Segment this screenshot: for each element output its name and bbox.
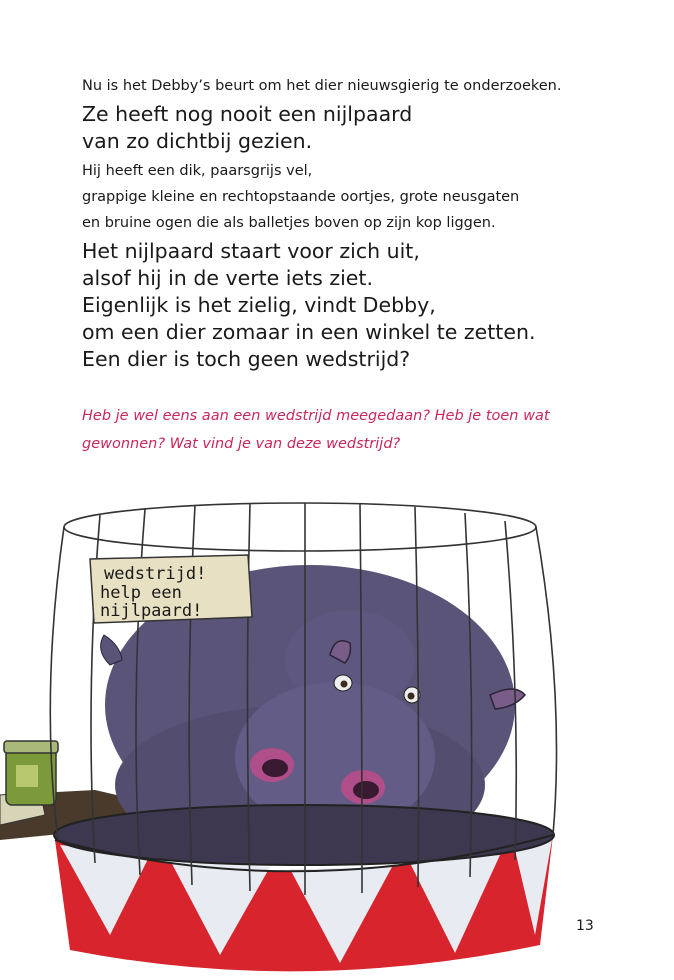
story-line-1: Nu is het Debby’s beurt om het dier nieuwsgierig te onderzoeken.	[82, 78, 562, 94]
question-line-2: gewonnen? Wat vind je van deze wedstrijd?	[82, 436, 401, 452]
story-line-3: van zo dichtbij gezien.	[82, 129, 313, 153]
story-line-6: en bruine ogen die als balletjes boven op zijn kop liggen.	[82, 215, 496, 231]
hippo-cage-illustration	[0, 495, 674, 980]
question-line-1: Heb je wel eens aan een wedstrijd meegedaan? Heb je toen wat	[82, 408, 550, 424]
sign-line-2: help een	[100, 583, 182, 603]
story-line-5: grappige kleine en rechtopstaande oortjes, grote neusgaten	[82, 189, 520, 205]
story-line-9: Eigenlijk is het zielig, vindt Debby,	[82, 293, 436, 317]
competition-sign	[90, 555, 252, 623]
story-line-8: alsof hij in de verte iets ziet.	[82, 266, 373, 290]
story-line-11: Een dier is toch geen wedstrijd?	[82, 347, 411, 371]
story-line-2: Ze heeft nog nooit een nijlpaard	[82, 102, 413, 126]
story-line-10: om een dier zomaar in een winkel te zetten.	[82, 320, 536, 344]
cage-drum	[54, 805, 554, 971]
story-line-7: Het nijlpaard staart voor zich uit,	[82, 239, 420, 263]
sign-line-3: nijlpaard!	[100, 601, 203, 621]
sign-line-1: wedstrijd!	[104, 564, 207, 584]
page-number: 13	[576, 918, 594, 934]
story-line-4: Hij heeft een dik, paarsgrijs vel,	[82, 163, 313, 179]
